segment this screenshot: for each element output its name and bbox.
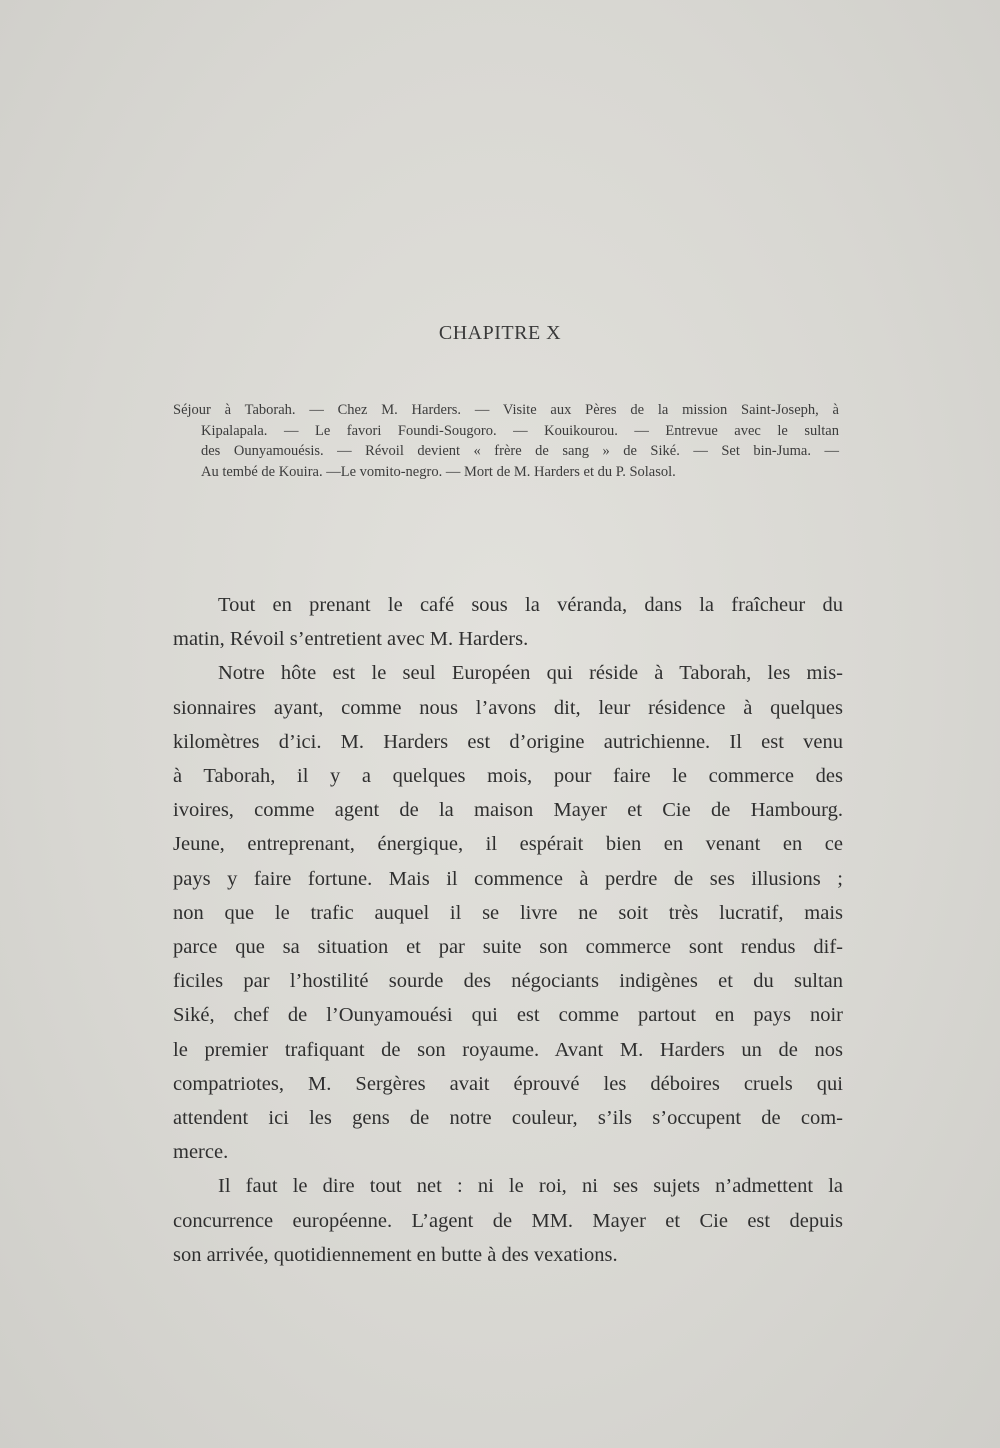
paragraph-line: concurrence européenne. L’agent de MM. Mayer et Cie est depuis [173, 1209, 843, 1232]
paragraph-line: son arrivée, quotidiennement en butte à des vexations. [173, 1243, 618, 1266]
body-text [173, 588, 843, 1272]
paragraph-line: le premier trafiquant de son royaume. Avant M. Harders un de nos [173, 1038, 843, 1061]
paragraph-line: sionnaires ayant, comme nous l’avons dit, leur résidence à quelques [173, 696, 843, 719]
paragraph-line: kilomètres d’ici. M. Harders est d’origine autrichienne. Il est venu [173, 730, 843, 753]
paragraph-line: Il faut le dire tout net : ni le roi, ni ses sujets n’admettent la [218, 1175, 843, 1198]
paragraph-line: matin, Révoil s’entretient avec M. Harders. [173, 628, 529, 651]
summary-line: Séjour à Taborah. — Chez M. Harders. — Visite aux Pères de la mission Saint-Joseph, à [173, 402, 839, 418]
paragraph-line: Tout en prenant le café sous la véranda, dans la fraîcheur du [218, 594, 843, 616]
paragraph-line: non que le trafic auquel il se livre ne soit très lucratif, mais [173, 901, 843, 924]
chapter-title: CHAPITRE X [438, 322, 562, 344]
summary-line: des Ounyamouésis. — Révoil devient « frère de sang » de Siké. — Set bin-Juma. — [201, 443, 839, 459]
paragraph-line: compatriotes, M. Sergères avait éprouvé les déboires cruels qui [173, 1072, 843, 1095]
paragraph-line: ficiles par l’hostilité sourde des négociants indigènes et du sultan [173, 970, 843, 993]
paragraph-line: attendent ici les gens de notre couleur, s’ils s’occupent de com- [173, 1107, 843, 1130]
paragraph-line: Notre hôte est le seul Européen qui réside à Taborah, les mis- [218, 662, 843, 685]
summary-line: Au tembé de Kouira. —Le vomito-negro. — Mort de M. Harders et du P. Solasol. [201, 463, 676, 480]
paragraph-line: parce que sa situation et par suite son commerce sont rendus dif- [173, 936, 843, 959]
paragraph-line: pays y faire fortune. Mais il commence à perdre de ses illusions ; [173, 867, 843, 890]
paragraph-line: ivoires, comme agent de la maison Mayer et Cie de Hambourg. [173, 799, 843, 822]
paragraph-line: Siké, chef de l’Ounyamouési qui est comme partout en pays noir [173, 1004, 843, 1027]
paragraph-line: merce. [173, 1141, 229, 1164]
summary-line: Kipalapala. — Le favori Foundi-Sougoro. — Kouikourou. — Entrevue avec le sultan [201, 422, 839, 439]
paragraph-line: à Taborah, il y a quelques mois, pour faire le commerce des [173, 765, 843, 788]
chapter-summary [173, 400, 839, 482]
paragraph-line: Jeune, entreprenant, énergique, il espérait bien en venant en ce [173, 833, 843, 856]
